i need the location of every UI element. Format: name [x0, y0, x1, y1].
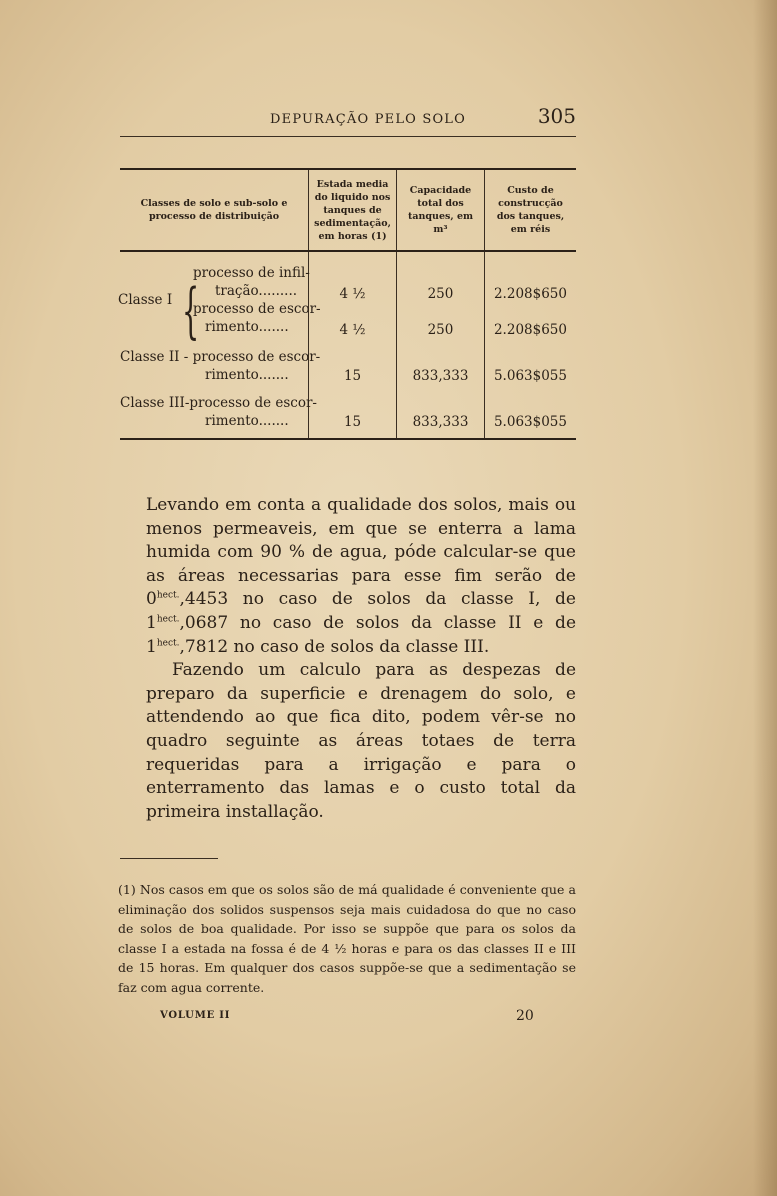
class-3-line2: rimento....... [205, 413, 289, 429]
stay-value: 15 [343, 414, 362, 430]
footnote-rule [120, 858, 218, 859]
paragraph-2: Fazendo um calculo para as despezas de preparo da superficie e drenagem do solo, e attendendo ao que fica dito, podem vêr-se no quadro seguinte as áreas totaes de terra requeridas para a irrigação e para o enterramento das lamas e o custo total da primeira installação. [146, 660, 576, 822]
cost-value: 5.063$055 [493, 414, 567, 430]
capacity-value: 833,333 [412, 414, 469, 430]
stay-value: 4 ½ [339, 322, 366, 338]
unit-superscript: hect. [156, 637, 180, 648]
cost-value: 2.208$650 [493, 286, 567, 302]
capacity-column [397, 251, 485, 439]
class-3-line1: Classe III-processo de escor- [120, 395, 317, 411]
unit-superscript: hect. [156, 614, 180, 625]
table-header-row [120, 169, 576, 251]
class-2-line1: Classe II - processo de escor- [120, 349, 321, 365]
page-number: 305 [537, 104, 576, 128]
capacity-value: 250 [427, 286, 454, 302]
unit-superscript: hect. [156, 590, 180, 601]
stay-column [309, 251, 397, 439]
class-1-proc-a-line2: tração......... [215, 283, 298, 299]
page-header [120, 104, 576, 137]
col-header-stay: Estada media do liquido nos tanques de sedimentação, em horas (1) [309, 169, 397, 251]
para1-part-c: ,0687 no caso de solos da classe II e de 1 [146, 612, 576, 657]
class-1-proc-a-line1: processo de infil- [193, 265, 310, 281]
class-1-label: Classe I [118, 292, 173, 308]
col-header-cost: Custo de construcção dos tanques, em réis [484, 169, 576, 251]
para1-part-a: Levando em conta a qualidade dos solos, mais ou menos permeaveis, em que se enterra a lama humida com 90 % de agua, póde calcular-se que as áreas necessarias para esse fim serão de 0 [146, 495, 576, 610]
cost-value: 5.063$055 [493, 368, 567, 384]
para1-part-b: ,4453 no caso de solos da classe I, de 1 [146, 589, 576, 633]
capacity-value: 833,333 [412, 368, 469, 384]
para1-part-d: ,7812 no caso de solos da classe III. [179, 636, 490, 657]
class-1-proc-b-line1: processo de escor- [193, 301, 321, 317]
body-text [146, 494, 576, 824]
capacity-value: 250 [427, 322, 454, 338]
cost-column [484, 251, 576, 439]
class-column [118, 251, 321, 439]
col-header-class: Classes de solo e sub-solo e processo de distribuição [120, 169, 309, 251]
footnote: (1) Nos casos em que os solos são de má qualidade é conveniente que a eliminação dos solidos suspensos seja mais cuidadosa do que no caso de solos de boa qualidade. Por isso se suppõe que para os solos da classe I a estada na fossa é de 4 ½ horas e para os das classes II e III de 15 horas. Em qualquer dos casos suppõe-se que a sedimentação se faz com agua corrente. [118, 882, 576, 995]
volume-label: VOLUME II [160, 1010, 231, 1021]
sedimentation-table [120, 168, 576, 440]
paragraph-1 [146, 494, 576, 659]
stay-value: 4 ½ [339, 286, 366, 302]
table-row [120, 251, 576, 439]
class-2-line2: rimento....... [205, 367, 289, 383]
stay-value: 15 [343, 368, 362, 384]
brace-glyph: { [182, 276, 200, 346]
cost-value: 2.208$650 [493, 322, 567, 338]
signature-mark: 20 [516, 1008, 534, 1024]
col-header-capacity: Capacidade total dos tanques, em m³ [397, 169, 485, 251]
running-head: DEPURAÇÃO PELO SOLO [270, 112, 467, 127]
class-1-proc-b-line2: rimento....... [205, 319, 289, 335]
